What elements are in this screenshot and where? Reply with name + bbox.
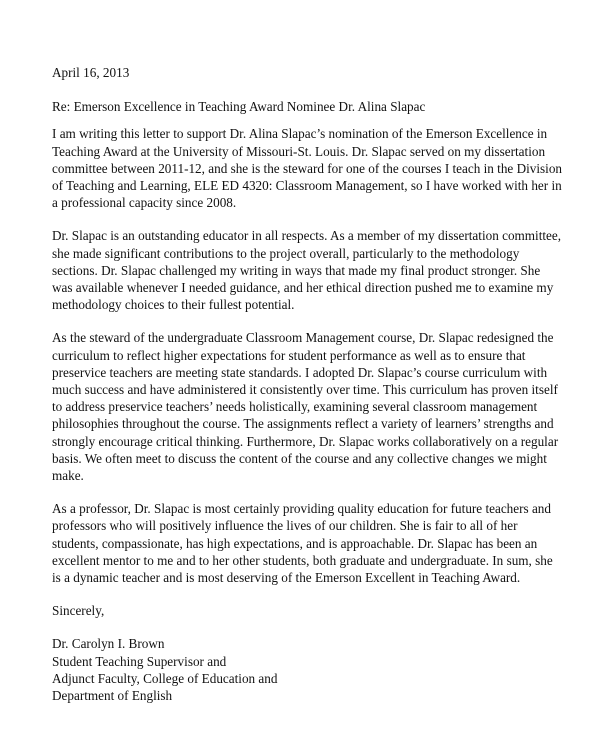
- letter-subject: Re: Emerson Excellence in Teaching Award Nominee Dr. Alina Slapac: [52, 99, 426, 115]
- text-line: curriculum to reflect higher expectations for student performance as well as to ensure that: [52, 347, 526, 363]
- text-line: As the steward of the undergraduate Classroom Management course, Dr. Slapac redesigned the: [52, 330, 554, 346]
- signature-title: Adjunct Faculty, College of Education and: [52, 670, 278, 686]
- text-line: was available whenever I needed guidance, and her ethical direction pushed me to examine my: [52, 280, 554, 296]
- letter-closing: Sincerely,: [52, 603, 105, 619]
- text-line: strongly encourage critical thinking. Furthermore, Dr. Slapac works collaboratively on a regular: [52, 433, 559, 449]
- text-line: she made significant contributions to the project overall, particularly to the methodology: [52, 245, 520, 261]
- paragraph-steward: [52, 329, 592, 484]
- text-line: As a professor, Dr. Slapac is most certainly providing quality education for future teachers and: [52, 501, 551, 517]
- text-line: committee between 2011-12, and she is the steward for one of the courses I teach in the Division: [52, 160, 563, 176]
- text-line: basis. We often meet to discuss the content of the course and any collective changes we might: [52, 450, 547, 466]
- text-line: preservice teachers are meeting state standards. I adopted Dr. Slapac’s course curriculum with: [52, 364, 548, 380]
- letter-body: [52, 64, 592, 704]
- text-line: professors who will positively influence the lives of our children. She is fair to all of her: [52, 518, 518, 534]
- text-line: is a dynamic teacher and is most deserving of the Emerson Excellent in Teaching Award.: [52, 570, 521, 586]
- text-line: excellent mentor to me and to her other students, both graduate and undergraduate. In sum, she: [52, 552, 553, 568]
- signature-name: Dr. Carolyn I. Brown: [52, 636, 165, 652]
- text-line: methodology choices to their fullest potential.: [52, 297, 295, 313]
- signature-block: [52, 635, 592, 704]
- text-line: students, compassionate, has high expectations, and is approachable. Dr. Slapac has been an: [52, 535, 538, 551]
- text-line: sections. Dr. Slapac challenged my writing in ways that made my final product stronger. She: [52, 262, 541, 278]
- letter-date: April 16, 2013: [52, 65, 130, 80]
- text-line: to address preservice teachers’ needs holistically, examining several classroom management: [52, 399, 538, 415]
- signature-title: Student Teaching Supervisor and: [52, 653, 227, 669]
- text-line: a professional capacity since 2008.: [52, 195, 237, 211]
- signature-title: Department of English: [52, 688, 173, 704]
- text-line: philosophies throughout the course. The assignments reflect a variety of learners’ strengths and: [52, 416, 554, 432]
- text-line: Dr. Slapac is an outstanding educator in all respects. As a member of my dissertation committee,: [52, 228, 562, 244]
- paragraph-educator: [52, 227, 592, 313]
- text-line: make.: [52, 468, 84, 484]
- paragraph-support: [52, 125, 592, 211]
- paragraph-professor: [52, 500, 592, 586]
- text-line: Teaching Award at the University of Missouri-St. Louis. Dr. Slapac served on my dissertation: [52, 143, 546, 159]
- text-line: of Teaching and Learning, ELE ED 4320: Classroom Management, so I have worked with her in: [52, 178, 562, 194]
- text-line: I am writing this letter to support Dr. Alina Slapac’s nomination of the Emerson Excellence in: [52, 126, 548, 142]
- text-line: much success and have administered it consistently over time. This curriculum has proven itself: [52, 382, 558, 398]
